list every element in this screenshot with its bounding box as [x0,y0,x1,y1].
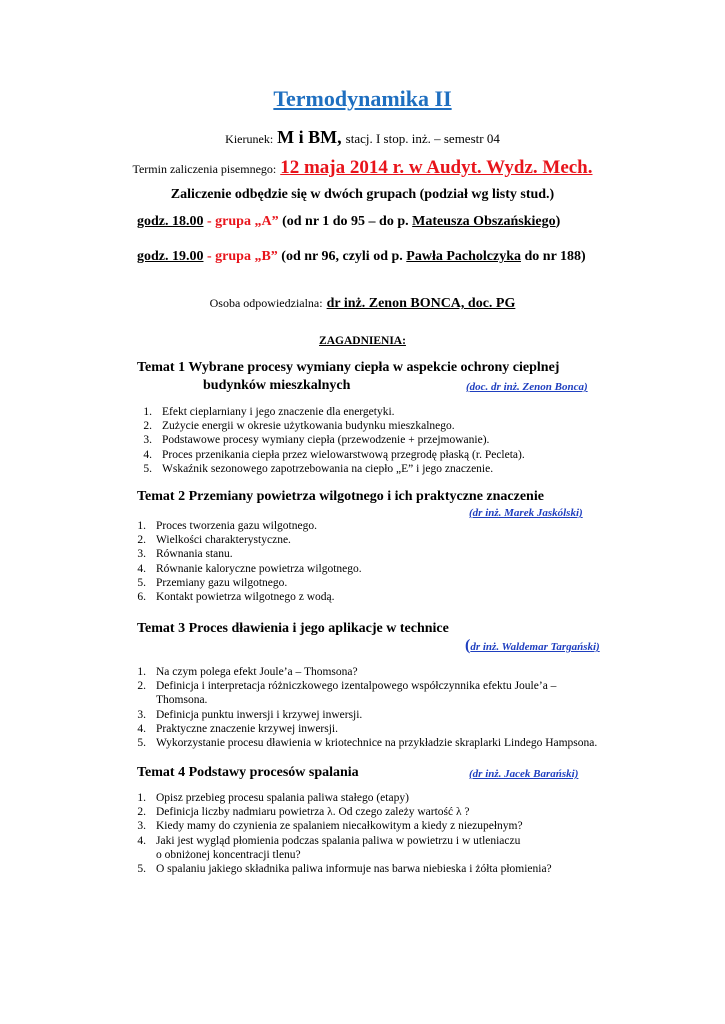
grupa-a-dash: - [203,214,216,229]
list-item: 3. Podstawowe procesy wymiany ciepła (przewodzenie + przejmowanie). [143,434,490,447]
grupa-a-label: grupa „A” [215,214,279,229]
list-item: 4. Praktyczne znaczenie krzywej inwersji. [137,722,338,735]
list-item: 1. Na czym polega efekt Joule’a – Thomsona? [137,666,358,678]
list-item: 6. Kontakt powietrza wilgotnego z wodą. [137,591,335,604]
list-item: 3. Równania stanu. [137,548,233,561]
list-item-continuation: Thomsona. [156,694,208,707]
grupa-b-label: grupa „B” [215,249,278,264]
temat2-list [124,519,362,604]
temat1-author: (doc. dr inż. Zenon Bonca) [466,381,588,393]
grupa-a-line [137,214,560,230]
temat1-heading: Temat 1 Wybrane procesy wymiany ciepła w aspekcie ochrony cieplnej [137,360,560,375]
temat3-author-paren: ( [465,637,471,654]
list-item: 2. Zużycie energii w okresie użytkowania budynku mieszkalnego. [143,420,455,433]
termin-label: Termin zaliczenia pisemnego: [132,162,277,176]
grupa-b-time: godz. 19.00 [137,249,204,264]
list-item: 5. Przemiany gazu wilgotnego. [137,576,288,589]
temat4-heading: Temat 4 Podstawy procesów spalania [137,765,359,780]
page-title: Termodynamika II [273,86,452,111]
temat3-heading: Temat 3 Proces dławienia i jego aplikacje w technice [137,621,449,636]
temat1-heading-cont: budynków mieszkalnych [203,378,351,393]
kierunek-value: M i BM, [277,127,342,147]
list-item: 2. Definicja i interpretacja różniczkowego izentalpowego współczynnika efektu Joule’a – [137,680,557,693]
grupa-a-name: Mateusza Obszańskiego [412,214,556,229]
kierunek-rest: stacj. I stop. inż. – semestr 04 [345,131,500,146]
zagadnienia-heading: ZAGADNIENIA: [319,335,406,347]
list-item: 1. Opisz przebieg procesu spalania paliwa stałego (etapy) [137,792,409,804]
grupa-a-text1: (od nr 1 do 95 – do p. [278,214,413,229]
list-item: 1. Proces tworzenia gazu wilgotnego. [137,520,317,532]
grupa-a-time: godz. 18.00 [137,214,204,229]
osoba-line [0,294,725,312]
termin-value: 12 maja 2014 r. w Audyt. Wydz. Mech. [280,157,593,178]
temat3-author: dr inż. Waldemar Targański) [470,641,600,653]
kierunek-line [0,127,725,148]
temat2-heading: Temat 2 Przemiany powietrza wilgotnego i ich praktyczne znaczenie [137,489,544,504]
grupa-a-text2: ) [555,214,561,229]
grupa-b-line [137,249,586,265]
temat4-author: (dr inż. Jacek Barański) [469,768,579,780]
grupa-b-name: Pawła Pacholczyka [406,249,521,264]
grupa-b-text2: do nr 188) [521,249,586,264]
grupa-b-dash: - [203,249,216,264]
list-item: 3. Kiedy mamy do czynienia ze spalaniem niecałkowitym a kiedy z niezupełnym? [137,820,523,833]
list-item: 3. Definicja punktu inwersji i krzywej inwersji. [137,708,363,721]
list-item: 1. Efekt cieplarniany i jego znaczenie dla energetyki. [143,406,395,418]
list-item: 5. Wykorzystanie procesu dławienia w kriotechnice na przykładzie skraplarki Lindego Hampsona. [137,737,598,750]
list-item: 5. Wskaźnik sezonowego zapotrzebowania na ciepło „E” i jego znaczenie. [143,462,494,475]
list-item: 2. Wielkości charakterystyczne. [137,534,291,547]
kierunek-label: Kierunek: [225,132,274,146]
list-item: 2. Definicja liczby nadmiaru powietrza λ. Od czego zależy wartość λ ? [137,806,470,819]
temat1-list [130,405,525,476]
list-item: 4. Proces przenikania ciepła przez wielowarstwową przegrodę płaską (r. Pecleta). [143,448,525,461]
temat3-list [124,665,597,750]
osoba-label: Osoba odpowiedzialna: [209,296,323,310]
list-item: 5. O spalaniu jakiego składnika paliwa informuje nas barwa niebieska i żółta płomienia? [137,863,552,876]
termin-line [0,157,725,179]
temat4-list [124,791,552,876]
list-item: 4. Równanie kaloryczne powietrza wilgotnego. [137,562,362,575]
list-item: 4. Jaki jest wygląd płomienia podczas spalania paliwa w powietrzu i w utleniaczu [137,834,521,847]
temat2-author: (dr inż. Marek Jaskólski) [469,507,583,519]
osoba-value: dr inż. Zenon BONCA, doc. PG [326,296,516,311]
zaliczenie-info: Zaliczenie odbędzie się w dwóch grupach (podział wg listy stud.) [170,187,555,202]
temat3-author-wrap [465,637,600,655]
list-item-continuation: o obniżonej koncentracji tlenu? [156,848,301,861]
grupa-b-text1: (od nr 96, czyli od p. [277,249,407,264]
